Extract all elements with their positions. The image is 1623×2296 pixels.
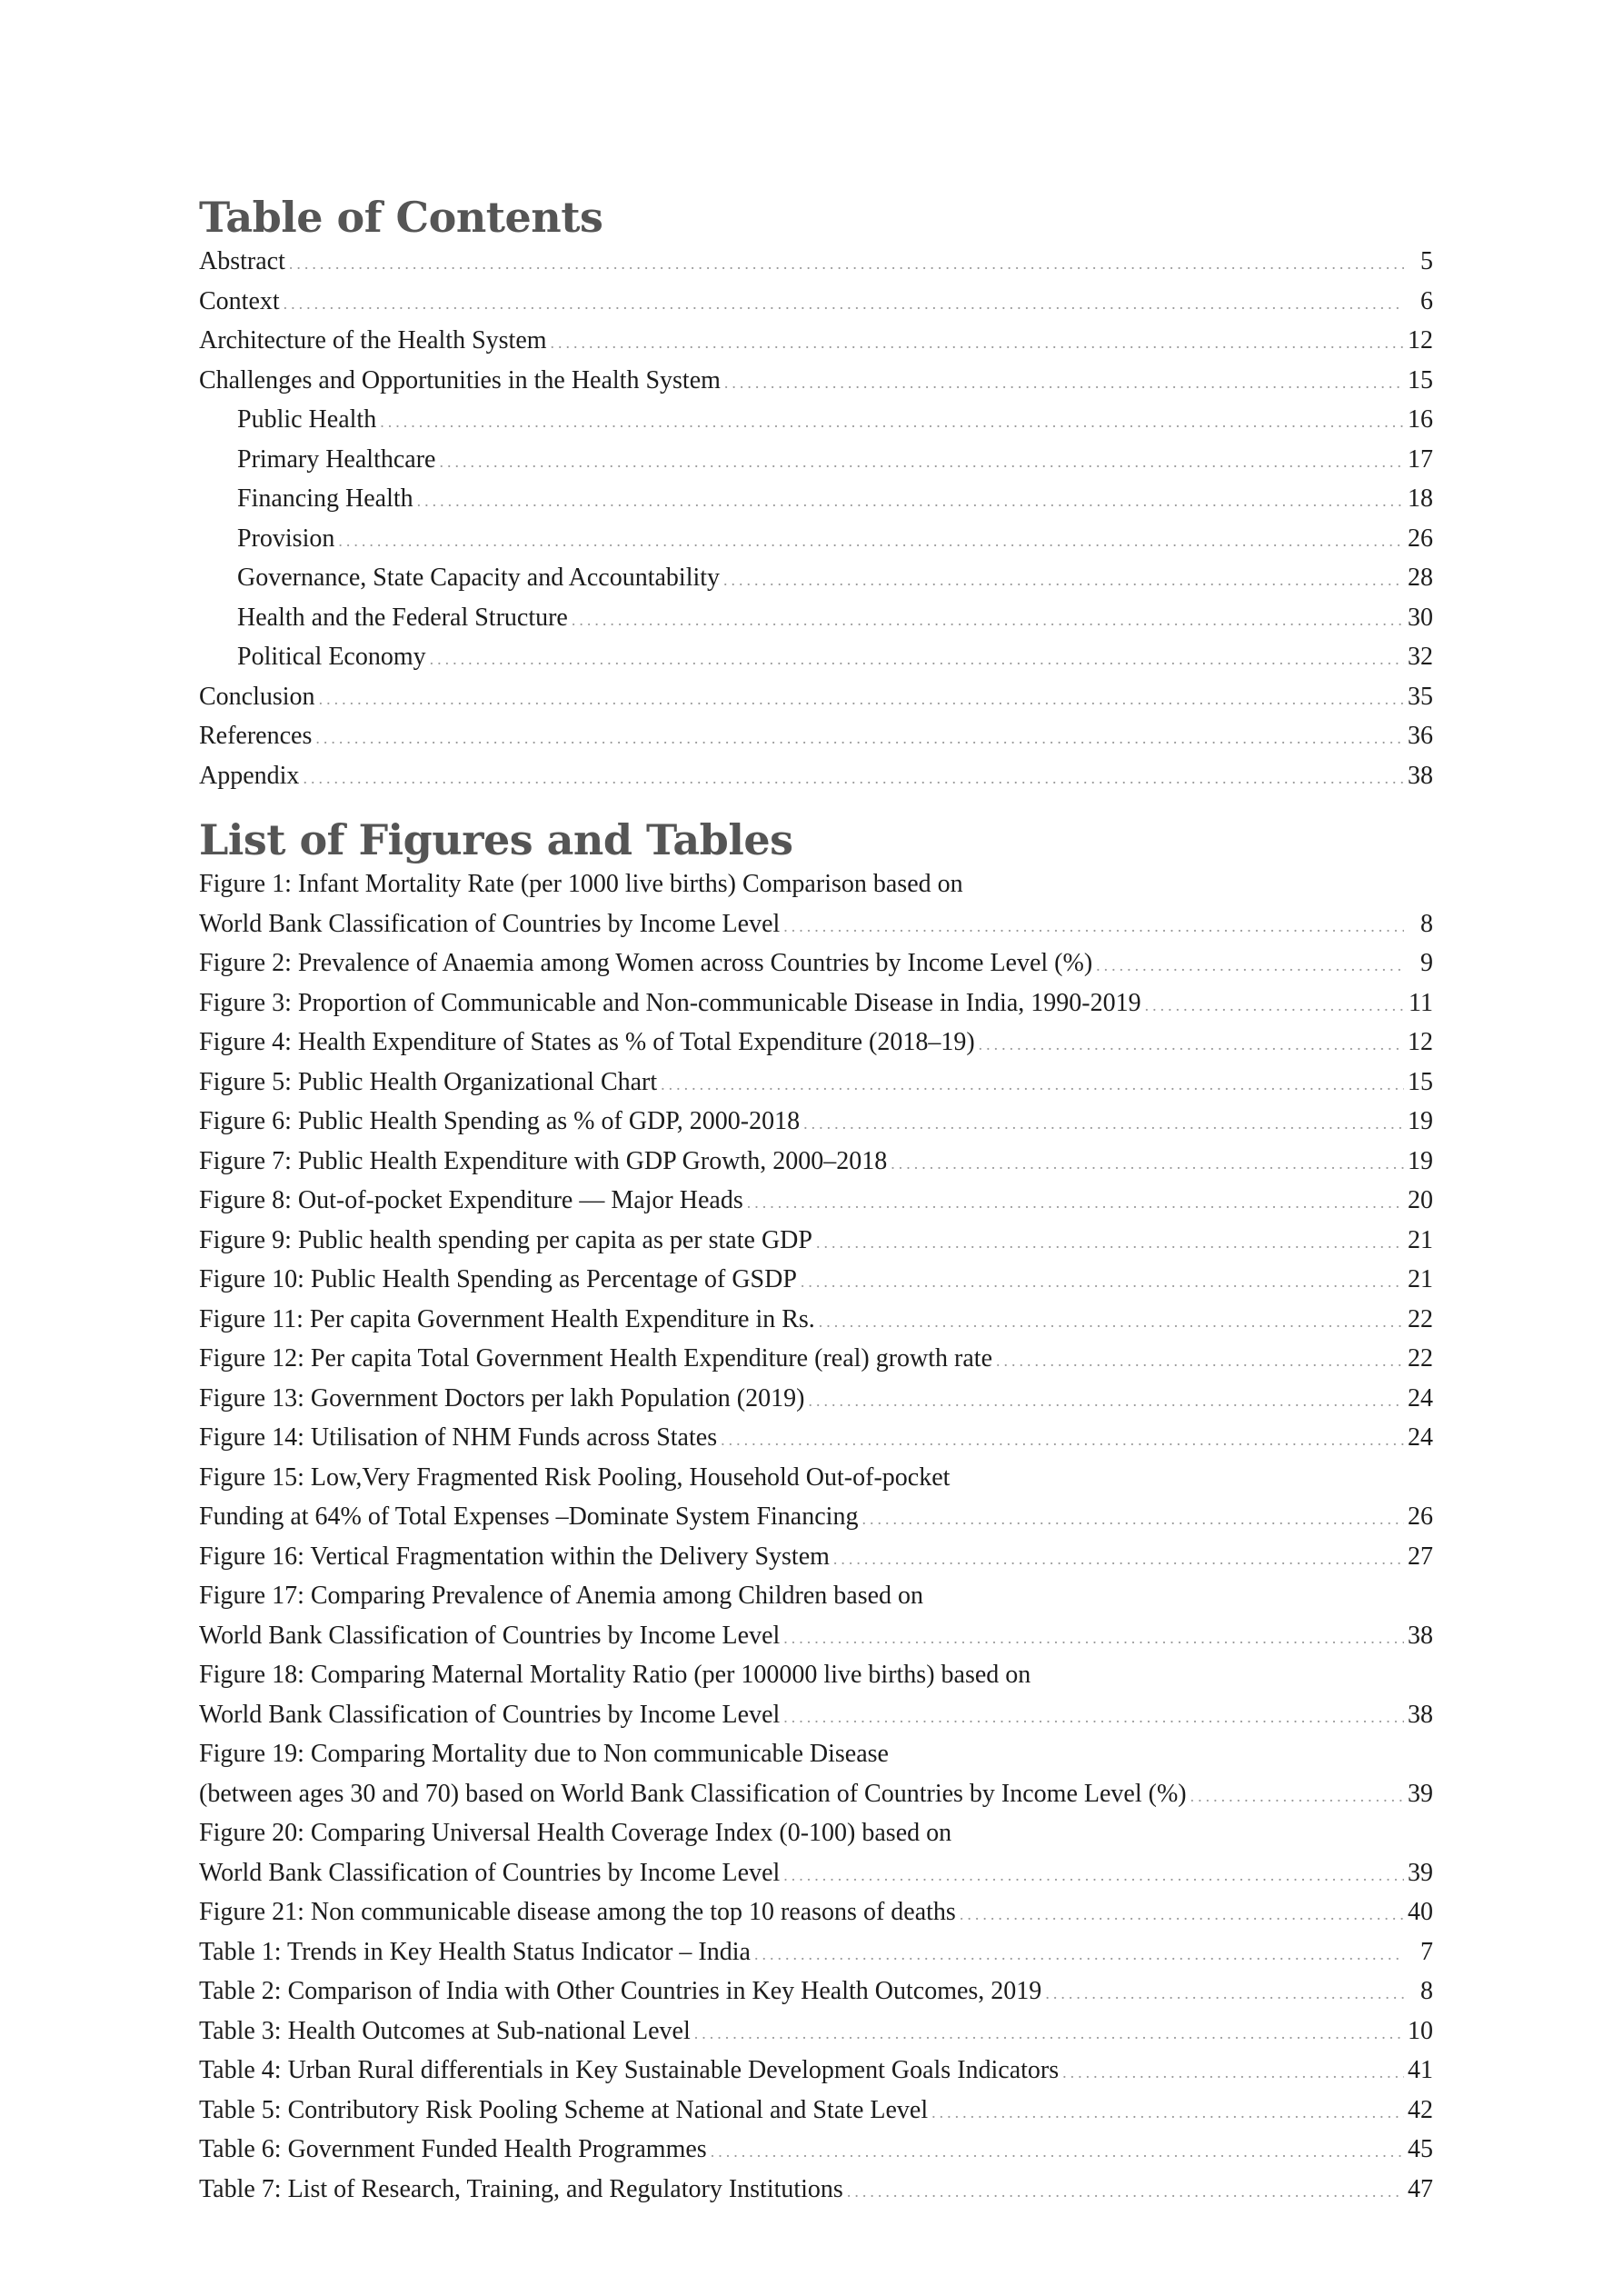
entry-page-number: 12 (1408, 1028, 1433, 1056)
toc-entry[interactable] (199, 558, 1433, 598)
entry-page-number: 10 (1408, 2016, 1433, 2045)
entry-title: World Bank Classification of Countries by Income Level (199, 1700, 781, 1729)
entry-page-number: 28 (1408, 564, 1433, 592)
entry-title: Architecture of the Health System (199, 326, 547, 354)
toc-entry[interactable] (199, 1260, 1433, 1300)
entry-title: Health and the Federal Structure (237, 603, 568, 632)
entry-title: Figure 5: Public Health Organizational Chart (199, 1067, 658, 1096)
dot-leader (1096, 946, 1404, 986)
entry-page-number: 38 (1408, 1621, 1433, 1650)
entry-title: Figure 12: Per capita Total Government Health Expenditure (real) growth rate (199, 1344, 993, 1373)
entry-title: References (199, 722, 313, 750)
dot-leader (724, 364, 1404, 404)
toc-entry[interactable] (199, 361, 1433, 401)
entry-page-number: 9 (1420, 949, 1433, 977)
toc-entry[interactable] (199, 1418, 1433, 1458)
toc-entry[interactable] (199, 1102, 1433, 1142)
entry-page-number: 12 (1408, 326, 1433, 354)
dot-leader (833, 1540, 1404, 1580)
entry-page-number: 21 (1408, 1265, 1433, 1293)
dot-leader (979, 1025, 1404, 1065)
entry-title: Context (199, 286, 280, 315)
toc-entry[interactable] (199, 1063, 1433, 1103)
toc-entry[interactable] (199, 1932, 1433, 1972)
entry-page-number: 32 (1408, 643, 1433, 671)
dot-leader (783, 1698, 1404, 1738)
entry-page-number: 38 (1408, 1700, 1433, 1729)
entry-title-line1: Figure 19: Comparing Mortality due to Non communicable Disease (199, 1740, 889, 1768)
entry-page-number: 22 (1408, 1344, 1433, 1373)
entry-page-number: 7 (1420, 1937, 1433, 1966)
dot-leader (747, 1183, 1404, 1223)
entry-title: Figure 13: Government Doctors per lakh Population (2019) (199, 1383, 805, 1413)
toc-entry[interactable] (199, 1972, 1433, 2011)
dot-leader (572, 601, 1404, 641)
entry-page-number: 36 (1408, 722, 1433, 750)
entry-page-number: 20 (1408, 1186, 1433, 1214)
contents-column (199, 193, 1433, 2209)
dot-leader (289, 245, 1404, 285)
toc-heading: Table of Contents (199, 193, 603, 242)
dot-leader (417, 482, 1404, 522)
entry-title: Figure 3: Proportion of Communicable and Non-communicable Disease in India, 1990-2019 (199, 988, 1141, 1017)
toc-entry[interactable] (199, 440, 1433, 480)
dot-leader (783, 1856, 1404, 1896)
entry-title: Table 2: Comparison of India with Other Countries in Key Health Outcomes, 2019 (199, 1977, 1042, 2005)
entry-page-number: 40 (1408, 1898, 1433, 1926)
entry-title: Table 6: Government Funded Health Programmes (199, 2135, 707, 2163)
entry-title: Figure 7: Public Health Expenditure with GDP Growth, 2000–2018 (199, 1146, 888, 1175)
entry-title: Figure 16: Vertical Fragmentation within the Delivery System (199, 1542, 830, 1571)
toc-entry[interactable] (199, 2170, 1433, 2210)
toc-entry[interactable] (199, 1221, 1433, 1261)
entry-title: World Bank Classification of Countries by Income Level (199, 909, 781, 938)
dot-leader (996, 1342, 1404, 1382)
entry-title: Figure 11: Per capita Government Health Expenditure in Rs. (199, 1304, 815, 1333)
lof-list (199, 864, 1433, 2209)
entry-page-number: 30 (1408, 603, 1433, 632)
entry-title-line1: Figure 17: Comparing Prevalence of Anemia among Children based on (199, 1582, 924, 1610)
dot-leader (721, 1421, 1404, 1461)
entry-page-number: 39 (1408, 1858, 1433, 1887)
entry-page-number: 6 (1420, 286, 1433, 315)
entry-title: Figure 6: Public Health Spending as % of GDP, 2000-2018 (199, 1107, 801, 1135)
entry-title: Abstract (199, 247, 285, 275)
entry-page-number: 26 (1408, 524, 1433, 553)
entry-page-number: 15 (1408, 1067, 1433, 1096)
entry-page-number: 17 (1408, 444, 1433, 474)
toc-entry[interactable] (199, 321, 1433, 361)
entry-title: Primary Healthcare (237, 444, 436, 474)
toc-entry[interactable] (199, 1181, 1433, 1221)
entry-title: Conclusion (199, 682, 315, 711)
dot-leader (819, 1303, 1404, 1343)
dot-leader (1045, 1974, 1404, 2014)
entry-title: Public Health (237, 405, 377, 434)
dot-leader (960, 1895, 1404, 1935)
dot-leader (754, 1935, 1404, 1975)
toc-entry[interactable] (199, 1774, 1433, 1814)
toc-entry[interactable] (199, 2011, 1433, 2051)
toc-entry[interactable] (199, 677, 1433, 717)
entry-title: Table 5: Contributory Risk Pooling Scheme at National and State Level (199, 2095, 929, 2124)
dot-leader (931, 2093, 1404, 2133)
toc-entry[interactable] (199, 1142, 1433, 1182)
dot-leader (1190, 1777, 1404, 1817)
entry-title-line1: Figure 18: Comparing Maternal Mortality Ratio (per 100000 live births) based on (199, 1661, 1031, 1689)
entry-title: Table 4: Urban Rural differentials in Key Sustainable Development Goals Indicators (199, 2056, 1060, 2084)
dot-leader (303, 759, 1404, 799)
entry-title: Political Economy (237, 643, 426, 671)
entry-page-number: 15 (1408, 365, 1433, 394)
toc-entry[interactable] (199, 479, 1433, 519)
entry-page-number: 47 (1408, 2174, 1433, 2203)
entry-page-number: 21 (1408, 1225, 1433, 1254)
dot-leader (694, 2014, 1404, 2054)
toc-entry[interactable] (199, 983, 1433, 1023)
dot-leader (847, 2172, 1404, 2212)
entry-title: Figure 8: Out-of-pocket Expenditure — Major Heads (199, 1186, 743, 1214)
toc-entry[interactable] (199, 1300, 1433, 1340)
entry-page-number: 26 (1408, 1502, 1433, 1531)
entry-title: Figure 14: Utilisation of NHM Funds across States (199, 1423, 718, 1452)
entry-page-number: 39 (1408, 1779, 1433, 1808)
dot-leader (891, 1144, 1404, 1184)
dot-leader (783, 1619, 1404, 1659)
entry-title: Challenges and Opportunities in the Health System (199, 365, 721, 394)
entry-title: Financing Health (237, 484, 413, 513)
toc-entry[interactable] (199, 1339, 1433, 1379)
dot-leader (1062, 2053, 1404, 2093)
entry-page-number: 38 (1408, 761, 1433, 790)
entry-title: Figure 2: Prevalence of Anaemia among Women across Countries by Income Level (%) (199, 949, 1093, 977)
toc-list (199, 242, 1433, 795)
entry-page-number: 24 (1408, 1383, 1433, 1413)
entry-page-number: 24 (1408, 1423, 1433, 1452)
toc-entry[interactable] (199, 1616, 1433, 1656)
entry-title: Provision (237, 524, 335, 553)
entry-page-number: 19 (1408, 1146, 1433, 1175)
entry-title: Figure 4: Health Expenditure of States as % of Total Expenditure (2018–19) (199, 1028, 975, 1056)
entry-page-number: 22 (1408, 1304, 1433, 1333)
toc-entry[interactable] (199, 756, 1433, 796)
toc-entry[interactable] (199, 598, 1433, 638)
dot-leader (439, 443, 1404, 483)
entry-title: World Bank Classification of Countries by Income Level (199, 1858, 781, 1887)
toc-entry[interactable] (199, 400, 1433, 440)
entry-title-line1: Figure 1: Infant Mortality Rate (per 1000 live births) Comparison based on (199, 870, 963, 898)
entry-title: Table 3: Health Outcomes at Sub-national Level (199, 2016, 691, 2045)
dot-leader (338, 522, 1404, 562)
entry-page-number: 42 (1408, 2095, 1433, 2124)
toc-entry[interactable] (199, 1853, 1433, 1893)
lof-heading: List of Figures and Tables (199, 815, 793, 864)
entry-page-number: 8 (1420, 909, 1433, 938)
dot-leader (380, 403, 1404, 443)
dot-leader (315, 719, 1404, 759)
toc-entry[interactable] (199, 1379, 1433, 1419)
dot-leader (284, 285, 1404, 324)
dot-leader (783, 907, 1404, 947)
entry-page-number: 11 (1409, 988, 1433, 1017)
entry-title: Appendix (199, 761, 300, 790)
entry-title-line1: Figure 20: Comparing Universal Health Coverage Index (0-100) based on (199, 1819, 952, 1847)
entry-page-number: 27 (1408, 1542, 1433, 1571)
dot-leader (861, 1500, 1404, 1540)
toc-entry[interactable] (199, 2051, 1433, 2091)
toc-entry[interactable] (199, 1497, 1433, 1537)
toc-entry[interactable] (199, 1023, 1433, 1063)
dot-leader (319, 680, 1404, 720)
dot-leader (723, 561, 1404, 601)
entry-title: World Bank Classification of Countries by Income Level (199, 1621, 781, 1650)
toc-entry[interactable] (199, 904, 1433, 944)
toc-entry[interactable] (199, 943, 1433, 983)
entry-title: Table 1: Trends in Key Health Status Indicator – India (199, 1937, 751, 1966)
dot-leader (430, 640, 1404, 680)
dot-leader (801, 1263, 1404, 1303)
entry-page-number: 18 (1408, 484, 1433, 513)
dot-leader (1145, 986, 1404, 1026)
entry-page-number: 19 (1408, 1107, 1433, 1135)
entry-title: Governance, State Capacity and Accountability (237, 564, 721, 592)
entry-title: (between ages 30 and 70) based on World Bank Classification of Countries by Income Level (%) (199, 1779, 1187, 1808)
dot-leader (803, 1104, 1404, 1144)
toc-entry[interactable] (199, 1537, 1433, 1577)
toc-entry[interactable] (199, 519, 1433, 559)
dot-leader (816, 1223, 1404, 1263)
entry-page-number: 45 (1408, 2135, 1433, 2163)
dot-leader (808, 1382, 1404, 1422)
toc-entry[interactable] (199, 637, 1433, 677)
entry-page-number: 41 (1408, 2056, 1433, 2084)
toc-entry[interactable] (199, 242, 1433, 282)
toc-entry[interactable] (199, 2130, 1433, 2170)
dot-leader (551, 324, 1404, 364)
dot-leader (661, 1065, 1404, 1105)
entry-title: Figure 10: Public Health Spending as Percentage of GSDP (199, 1265, 797, 1293)
entry-page-number: 8 (1420, 1977, 1433, 2005)
toc-entry[interactable] (199, 1892, 1433, 1932)
entry-title: Funding at 64% of Total Expenses –Dominate System Financing (199, 1502, 859, 1531)
toc-entry[interactable] (199, 716, 1433, 756)
toc-entry[interactable] (199, 2091, 1433, 2131)
entry-page-number: 16 (1408, 405, 1433, 434)
entry-title: Figure 9: Public health spending per capita as per state GDP (199, 1225, 812, 1254)
toc-entry[interactable] (199, 1695, 1433, 1735)
toc-entry[interactable] (199, 282, 1433, 322)
entry-page-number: 35 (1408, 682, 1433, 711)
dot-leader (711, 2132, 1404, 2172)
entry-title: Figure 21: Non communicable disease among the top 10 reasons of deaths (199, 1898, 956, 1926)
entry-title: Table 7: List of Research, Training, and Regulatory Institutions (199, 2174, 843, 2203)
entry-page-number: 5 (1420, 247, 1433, 275)
entry-title-line1: Figure 15: Low,Very Fragmented Risk Pooling, Household Out-of-pocket (199, 1462, 951, 1492)
